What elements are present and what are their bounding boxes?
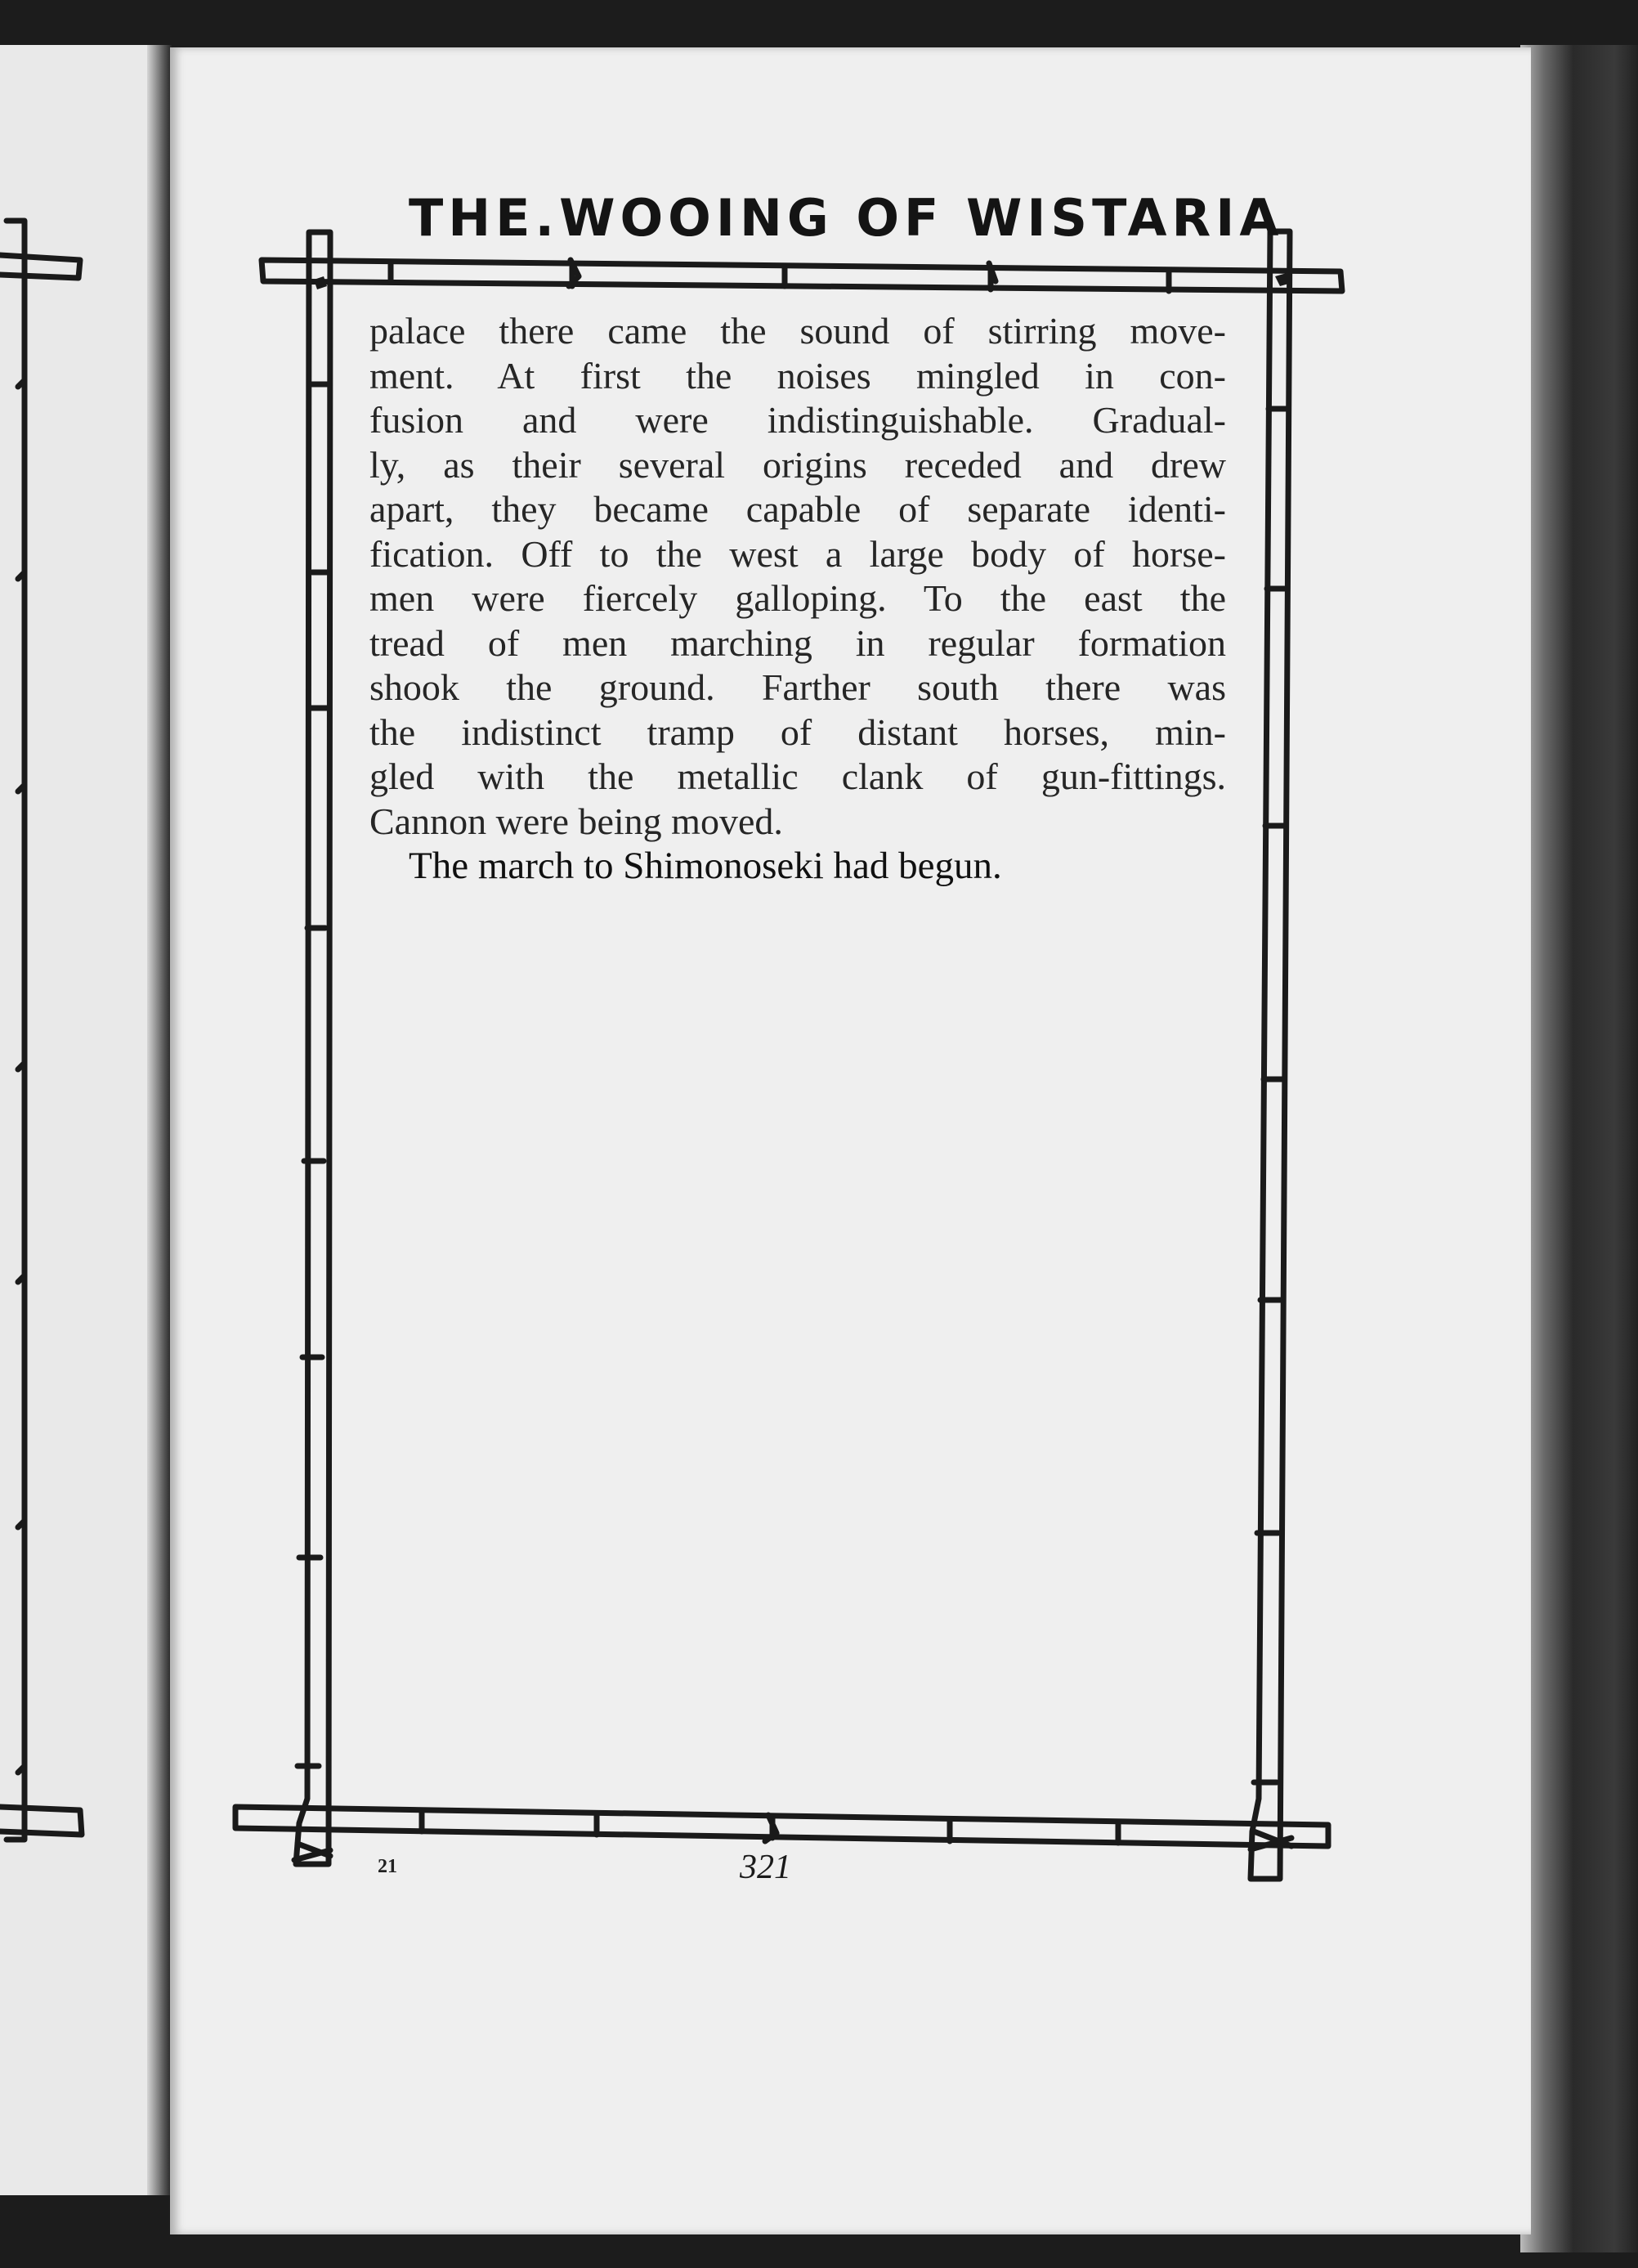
text-line: fusion and were indistinguishable. Gradual- [369,399,1226,441]
text-line: apart, they became capable of separate identi- [369,488,1226,530]
text-line: ment. At first the noises mingled in con- [369,354,1226,397]
body-text [369,309,1226,889]
bamboo-left-post [294,232,330,1864]
bamboo-top-bar [262,260,1342,291]
running-title: THE.WOOING OF WISTARIA [409,188,1284,248]
text-line: gled with the metallic clank of gun-fittings. [369,755,1226,797]
text-line: shook the ground. Farther south there was [369,666,1226,708]
text-line: ly, as their several origins receded and drew [369,443,1226,486]
left-page-bamboo-fragment [0,221,82,1840]
text-line: the indistinct tramp of distant horses, min- [369,710,1226,753]
text-line: palace there came the sound of stirring move- [369,310,1226,352]
text-line: tread of men marching in regular formation [369,621,1226,664]
bamboo-right-post [1251,231,1291,1879]
text-line: fication. Off to the west a large body of horse- [369,532,1226,575]
page-number: 321 [740,1849,791,1886]
closing-line: The march to Shimonoseki had begun. [409,845,1002,887]
text-line: men were fiercely galloping. To the east the [369,577,1226,619]
bamboo-bottom-bar [235,1807,1328,1846]
text-line: Cannon were being moved. [369,800,783,842]
signature-mark: 21 [378,1856,397,1877]
